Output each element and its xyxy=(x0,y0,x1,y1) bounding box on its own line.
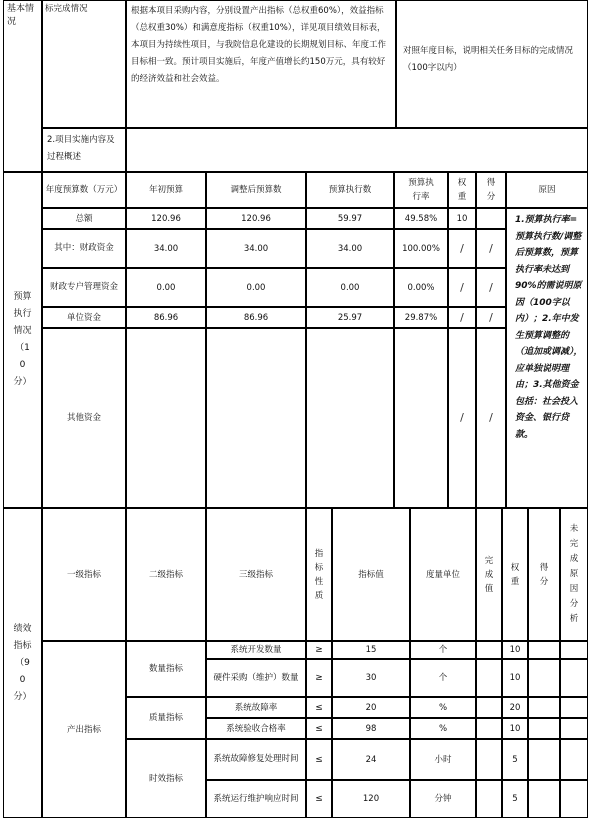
perf-unit: 分钟 xyxy=(410,780,476,818)
budget-row-initial: 86.96 xyxy=(126,307,206,328)
budget-row-adjusted xyxy=(206,328,306,508)
perf-done xyxy=(476,641,502,659)
perf-done xyxy=(476,780,502,818)
budget-header-reason: 原因 xyxy=(506,172,588,208)
perf-unit: % xyxy=(410,697,476,718)
perf-header-unit: 度量单位 xyxy=(410,508,476,641)
budget-row-adjusted: 34.00 xyxy=(206,229,306,268)
budget-row-rate xyxy=(394,328,448,508)
perf-done xyxy=(476,659,502,697)
budget-reason-text: 1.预算执行率=预算执行数/调整后预算数，预算执行率未达到90%的需说明原因（100字以内）；2.年中发生预算调整的（追加或调减），应单独说明理由；3.其他资金包括：社会投入资金、银行贷款。 xyxy=(506,208,588,508)
perf-score xyxy=(528,739,560,780)
budget-row-initial xyxy=(126,328,206,508)
budget-header-executed: 预算执行数 xyxy=(306,172,394,208)
performance-section-label: 绩效指标（90分） xyxy=(3,508,42,818)
perf-reason xyxy=(560,659,588,697)
budget-row-initial: 0.00 xyxy=(126,268,206,307)
perf-nature: ≤ xyxy=(306,780,332,818)
budget-row-executed: 0.00 xyxy=(306,268,394,307)
perf-nature: ≥ xyxy=(306,659,332,697)
perf-weight: 10 xyxy=(502,641,528,659)
perf-done xyxy=(476,739,502,780)
perf-reason xyxy=(560,780,588,818)
perf-done xyxy=(476,718,502,739)
perf-header-level1: 一级指标 xyxy=(42,508,126,641)
perf-weight: 10 xyxy=(502,718,528,739)
budget-row-weight: / xyxy=(448,328,476,508)
perf-reason xyxy=(560,697,588,718)
perf-value: 30 xyxy=(332,659,410,697)
basic-section-label: 基本情况 xyxy=(3,0,42,172)
perf-nature: ≤ xyxy=(306,697,332,718)
perf-header-score: 得分 xyxy=(528,508,560,641)
perf-weight: 5 xyxy=(502,739,528,780)
target-completion-note: 对照年度目标，说明相关任务目标的完成情况（100字以内） xyxy=(396,0,588,128)
budget-row-adjusted: 120.96 xyxy=(206,208,306,229)
budget-row-initial: 34.00 xyxy=(126,229,206,268)
budget-row-rate: 29.87% xyxy=(394,307,448,328)
budget-row-executed xyxy=(306,328,394,508)
budget-header-rate: 预算执行率 xyxy=(394,172,448,208)
perf-nature: ≤ xyxy=(306,718,332,739)
perf-level2-quantity: 数量指标 xyxy=(126,641,206,697)
perf-level3: 系统开发数量 xyxy=(206,641,306,659)
perf-reason xyxy=(560,718,588,739)
budget-header-score: 得分 xyxy=(476,172,506,208)
perf-weight: 20 xyxy=(502,697,528,718)
budget-row-rate: 0.00% xyxy=(394,268,448,307)
perf-value: 20 xyxy=(332,697,410,718)
budget-row-adjusted: 86.96 xyxy=(206,307,306,328)
perf-header-reason: 未完成原因分析 xyxy=(560,508,588,641)
budget-row-name: 单位资金 xyxy=(42,307,126,328)
implementation-overview-label: 2.项目实施内容及过程概述 xyxy=(42,128,126,172)
budget-row-adjusted: 0.00 xyxy=(206,268,306,307)
perf-weight: 5 xyxy=(502,780,528,818)
perf-level3: 系统验收合格率 xyxy=(206,718,306,739)
perf-score xyxy=(528,718,560,739)
perf-value: 120 xyxy=(332,780,410,818)
budget-row-score: / xyxy=(476,328,506,508)
budget-row-executed: 34.00 xyxy=(306,229,394,268)
perf-header-level3: 三级指标 xyxy=(206,508,306,641)
budget-row-weight: / xyxy=(448,229,476,268)
perf-score xyxy=(528,659,560,697)
perf-header-level2: 二级指标 xyxy=(126,508,206,641)
budget-row-score: / xyxy=(476,268,506,307)
budget-row-score xyxy=(476,208,506,229)
budget-row-weight: / xyxy=(448,307,476,328)
perf-score xyxy=(528,641,560,659)
budget-header-adjusted: 调整后预算数 xyxy=(206,172,306,208)
budget-row-rate: 100.00% xyxy=(394,229,448,268)
perf-level3: 硬件采购（维护）数量 xyxy=(206,659,306,697)
perf-nature: ≥ xyxy=(306,641,332,659)
perf-level2-quality: 质量指标 xyxy=(126,697,206,739)
budget-row-name: 总额 xyxy=(42,208,126,229)
perf-unit: % xyxy=(410,718,476,739)
budget-header-annual: 年度预算数（万元） xyxy=(42,172,126,208)
budget-row-executed: 25.97 xyxy=(306,307,394,328)
budget-row-weight: 10 xyxy=(448,208,476,229)
perf-value: 24 xyxy=(332,739,410,780)
perf-reason xyxy=(560,641,588,659)
budget-header-weight: 权重 xyxy=(448,172,476,208)
budget-row-name: 其他资金 xyxy=(42,328,126,508)
target-completion-text: 根据本项目采购内容，分别设置产出指标（总权重60%），效益指标（总权重30%）和满意度指标（权重10%），详见项目绩效目标表，本项目为持续性项目，与我院信息化建设的长期规划目标、年度工作目标相一致。预计项目实施后，年度产值增长约150万元，具有较好的经济效益和社会效益。 xyxy=(126,0,396,128)
perf-unit: 个 xyxy=(410,641,476,659)
budget-row-name: 财政专户管理资金 xyxy=(42,268,126,307)
budget-row-rate: 49.58% xyxy=(394,208,448,229)
budget-row-initial: 120.96 xyxy=(126,208,206,229)
budget-row-executed: 59.97 xyxy=(306,208,394,229)
perf-header-value: 指标值 xyxy=(332,508,410,641)
perf-header-weight: 权重 xyxy=(502,508,528,641)
budget-header-initial: 年初预算 xyxy=(126,172,206,208)
perf-score xyxy=(528,697,560,718)
perf-level1-output: 产出指标 xyxy=(42,641,126,818)
perf-unit: 小时 xyxy=(410,739,476,780)
budget-row-name: 其中：财政资金 xyxy=(42,229,126,268)
budget-section-label: 预算执行情况（10分） xyxy=(3,172,42,508)
budget-row-score: / xyxy=(476,229,506,268)
perf-level3: 系统故障修复处理时间 xyxy=(206,739,306,780)
budget-row-weight: / xyxy=(448,268,476,307)
perf-header-done: 完成值 xyxy=(476,508,502,641)
target-completion-label: 标完成情况 xyxy=(42,0,126,128)
perf-weight: 10 xyxy=(502,659,528,697)
perf-done xyxy=(476,697,502,718)
budget-row-score: / xyxy=(476,307,506,328)
perf-unit: 个 xyxy=(410,659,476,697)
perf-reason xyxy=(560,739,588,780)
perf-nature: ≤ xyxy=(306,739,332,780)
perf-value: 15 xyxy=(332,641,410,659)
perf-level3: 系统故障率 xyxy=(206,697,306,718)
perf-level2-timeliness: 时效指标 xyxy=(126,739,206,818)
perf-score xyxy=(528,780,560,818)
perf-value: 98 xyxy=(332,718,410,739)
perf-level3: 系统运行维护响应时间 xyxy=(206,780,306,818)
perf-header-nature: 指标性质 xyxy=(306,508,332,641)
implementation-overview-content xyxy=(126,128,588,172)
